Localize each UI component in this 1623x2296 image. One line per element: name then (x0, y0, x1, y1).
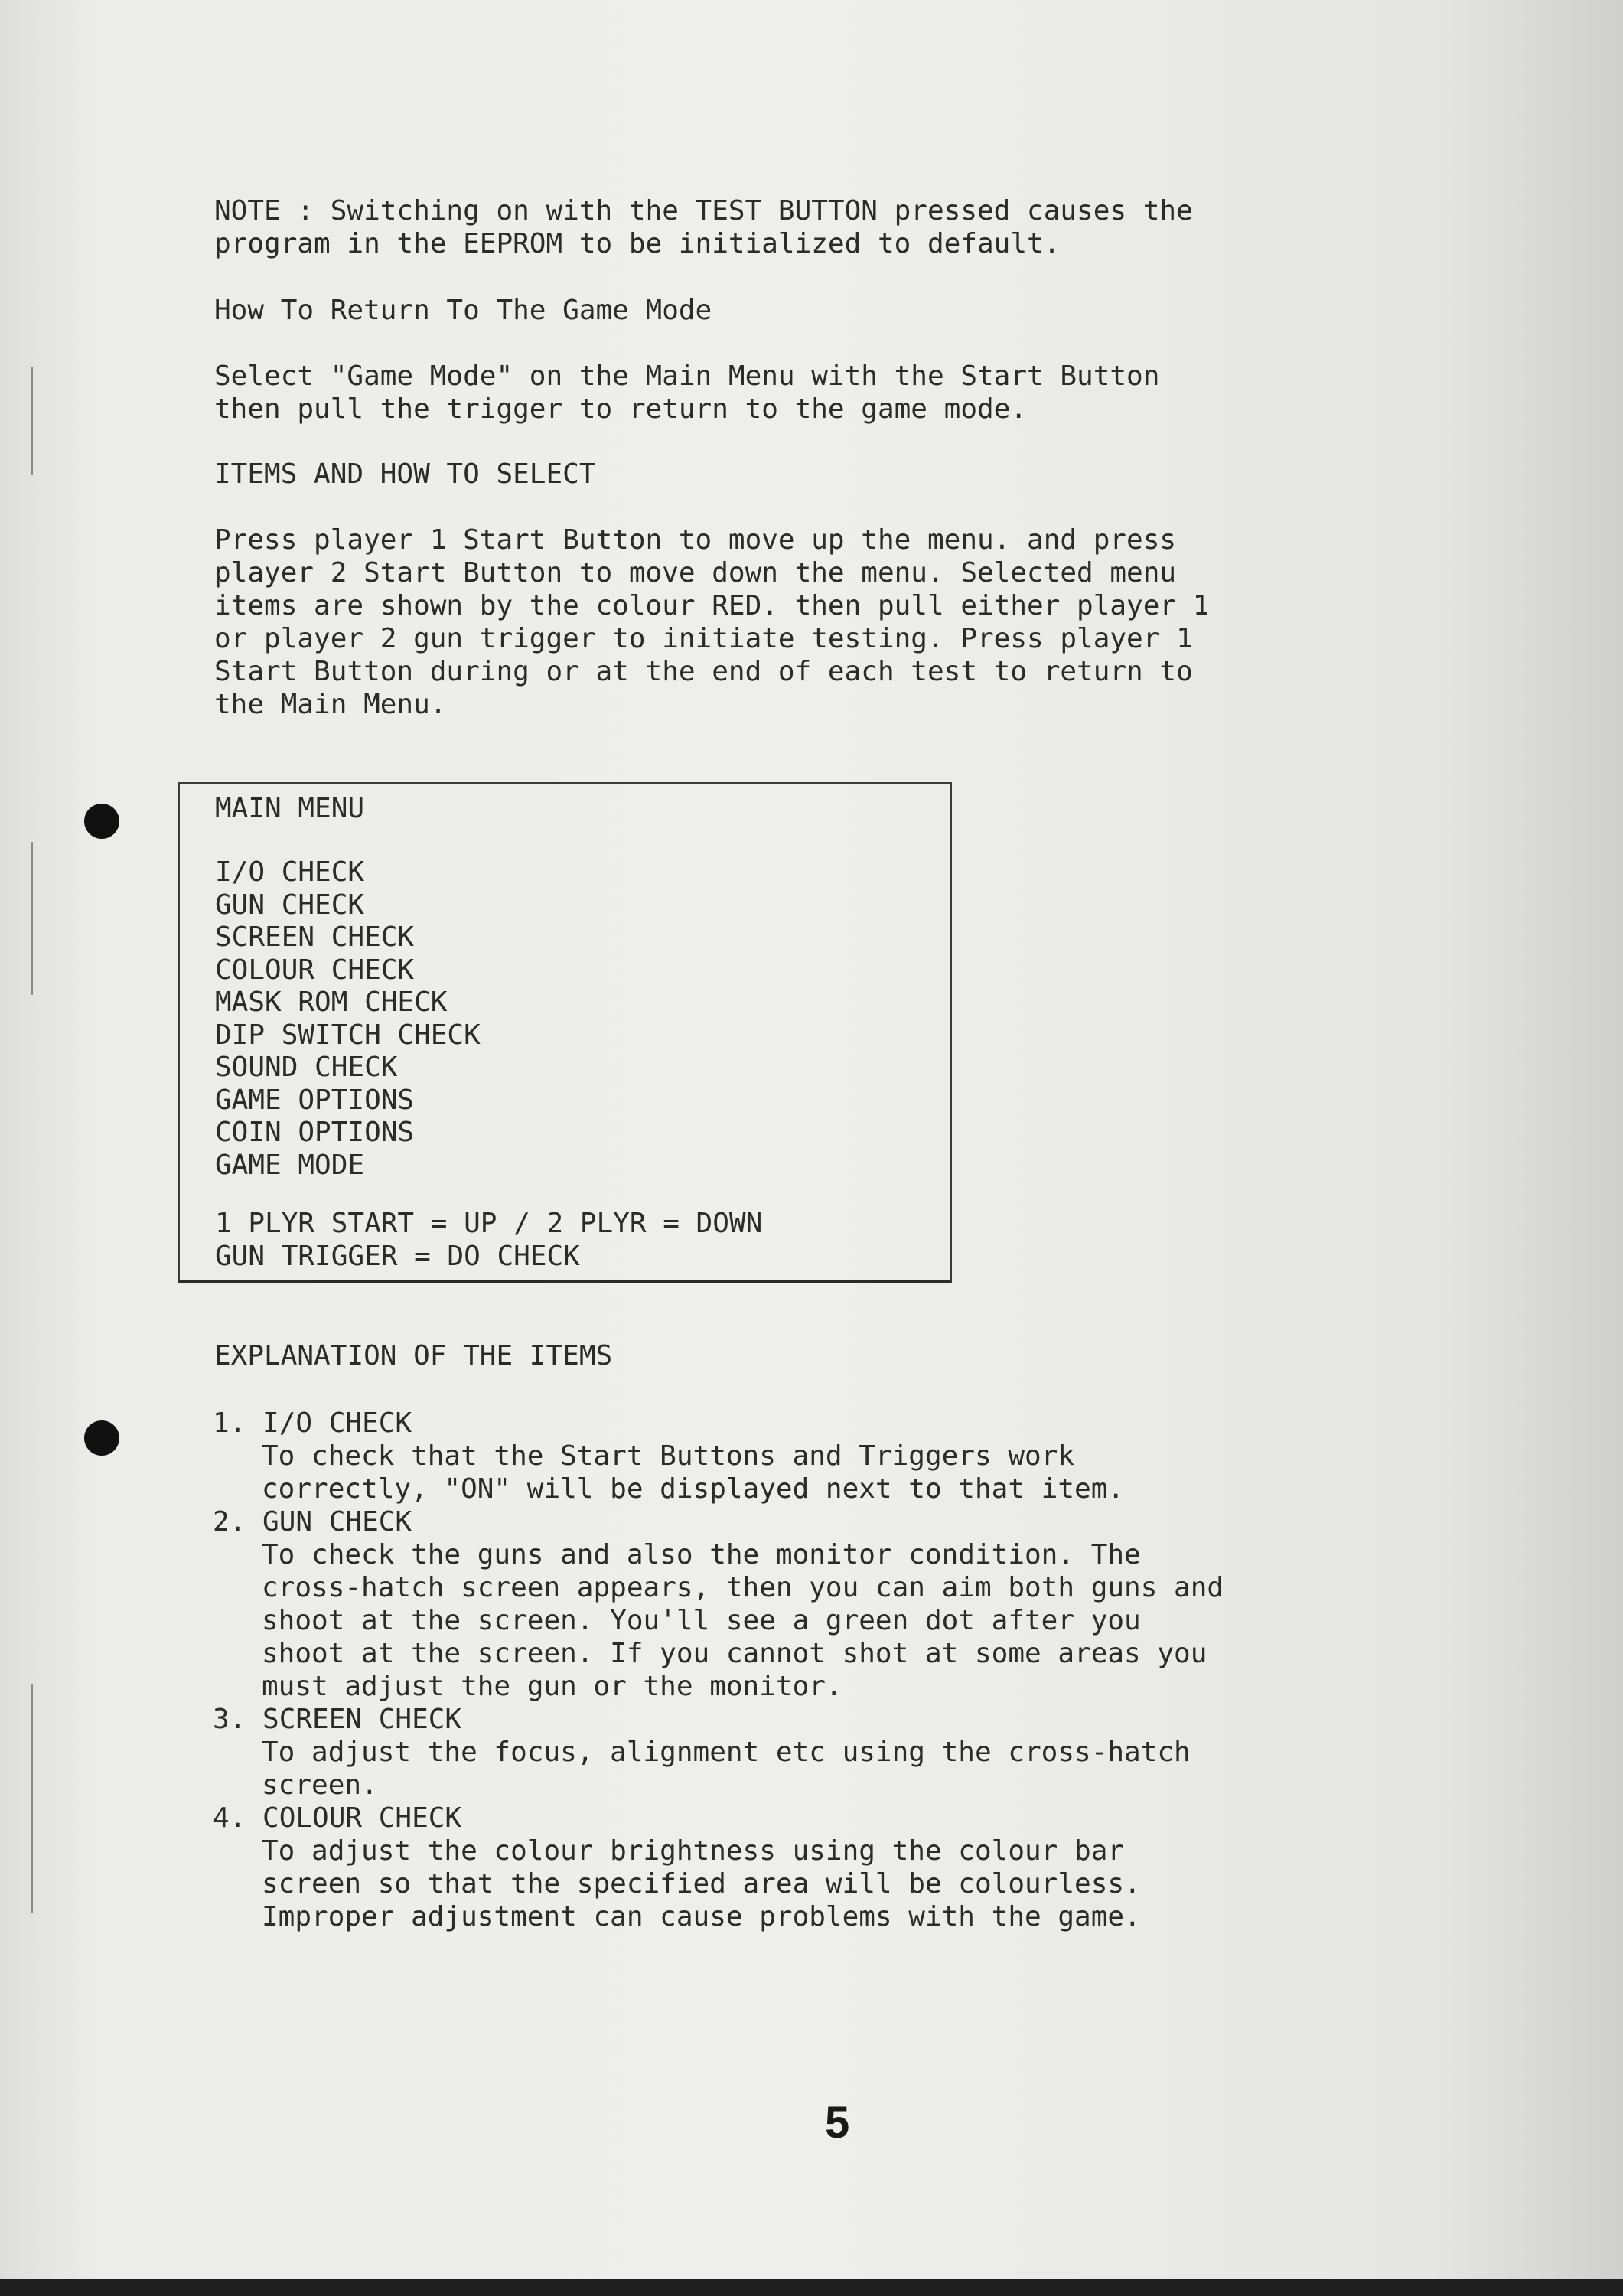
main-menu-box (178, 782, 952, 1283)
edge-mark (31, 1684, 33, 1913)
scan-bottom-edge (0, 2279, 1623, 2296)
explanation-item-title: 2. GUN CHECK (213, 1506, 412, 1538)
menu-item-colour-check: COLOUR CHECK (215, 954, 415, 986)
menu-item-game-options: GAME OPTIONS (215, 1084, 415, 1116)
note-paragraph: NOTE : Switching on with the TEST BUTTON pressed causes the program in the EEPROM to be initialized to default. (214, 195, 1193, 259)
explanation-item-body: To adjust the colour brightness using the colour bar screen so that the specified area will be colourless. Improper adjustment can cause problems with the game. (262, 1835, 1141, 1932)
edge-mark (31, 367, 33, 475)
items-heading: ITEMS AND HOW TO SELECT (214, 458, 596, 490)
return-paragraph: Select "Game Mode" on the Main Menu with the Start Button then pull the trigger to return to the game mode. (214, 360, 1160, 425)
menu-item-sound-check: SOUND CHECK (215, 1052, 398, 1083)
menu-item-gun-check: GUN CHECK (215, 889, 365, 921)
items-paragraph: Press player 1 Start Button to move up the menu. and press player 2 Start Button to move down the menu. Selected menu items are shown by the colour RED. then pull either player 1 or player 2 gun trigger to initiate testing. Press player 1 Start Button during or at the end of each test to return to the Main Menu. (214, 524, 1210, 720)
page-number: 5 (825, 2098, 850, 2148)
explanation-item-title: 3. SCREEN CHECK (213, 1704, 462, 1735)
binder-hole-top (84, 804, 119, 839)
menu-item-io-check: I/O CHECK (215, 856, 365, 888)
menu-item-coin-options: COIN OPTIONS (215, 1117, 415, 1148)
main-menu-footer: 1 PLYR START = UP / 2 PLYR = DOWN GUN TRIGGER = DO CHECK (215, 1208, 763, 1272)
explanation-item-title: 4. COLOUR CHECK (213, 1802, 462, 1834)
menu-item-dip-switch-check: DIP SWITCH CHECK (215, 1019, 481, 1051)
menu-item-game-mode: GAME MODE (215, 1149, 365, 1181)
main-menu-list (215, 856, 481, 1182)
return-heading: How To Return To The Game Mode (214, 295, 712, 326)
menu-item-screen-check: SCREEN CHECK (215, 921, 415, 953)
binder-hole-bottom (84, 1420, 119, 1456)
explanation-item-body: To adjust the focus, alignment etc using the cross-hatch screen. (262, 1737, 1191, 1801)
edge-mark (31, 842, 33, 995)
main-menu-title: MAIN MENU (215, 793, 365, 824)
explanation-heading: EXPLANATION OF THE ITEMS (214, 1340, 613, 1371)
explanation-item-title: 1. I/O CHECK (213, 1407, 412, 1439)
explanation-item-body: To check the guns and also the monitor condition. The cross-hatch screen appears, then you can aim both guns and shoot at the screen. You'll see a green dot after you shoot at the screen. If you cannot shot at some areas you must adjust the gun or the monitor. (262, 1539, 1224, 1702)
menu-item-mask-rom-check: MASK ROM CHECK (215, 987, 448, 1018)
explanation-item-body: To check that the Start Buttons and Triggers work correctly, "ON" will be displayed next to that item. (262, 1440, 1125, 1505)
